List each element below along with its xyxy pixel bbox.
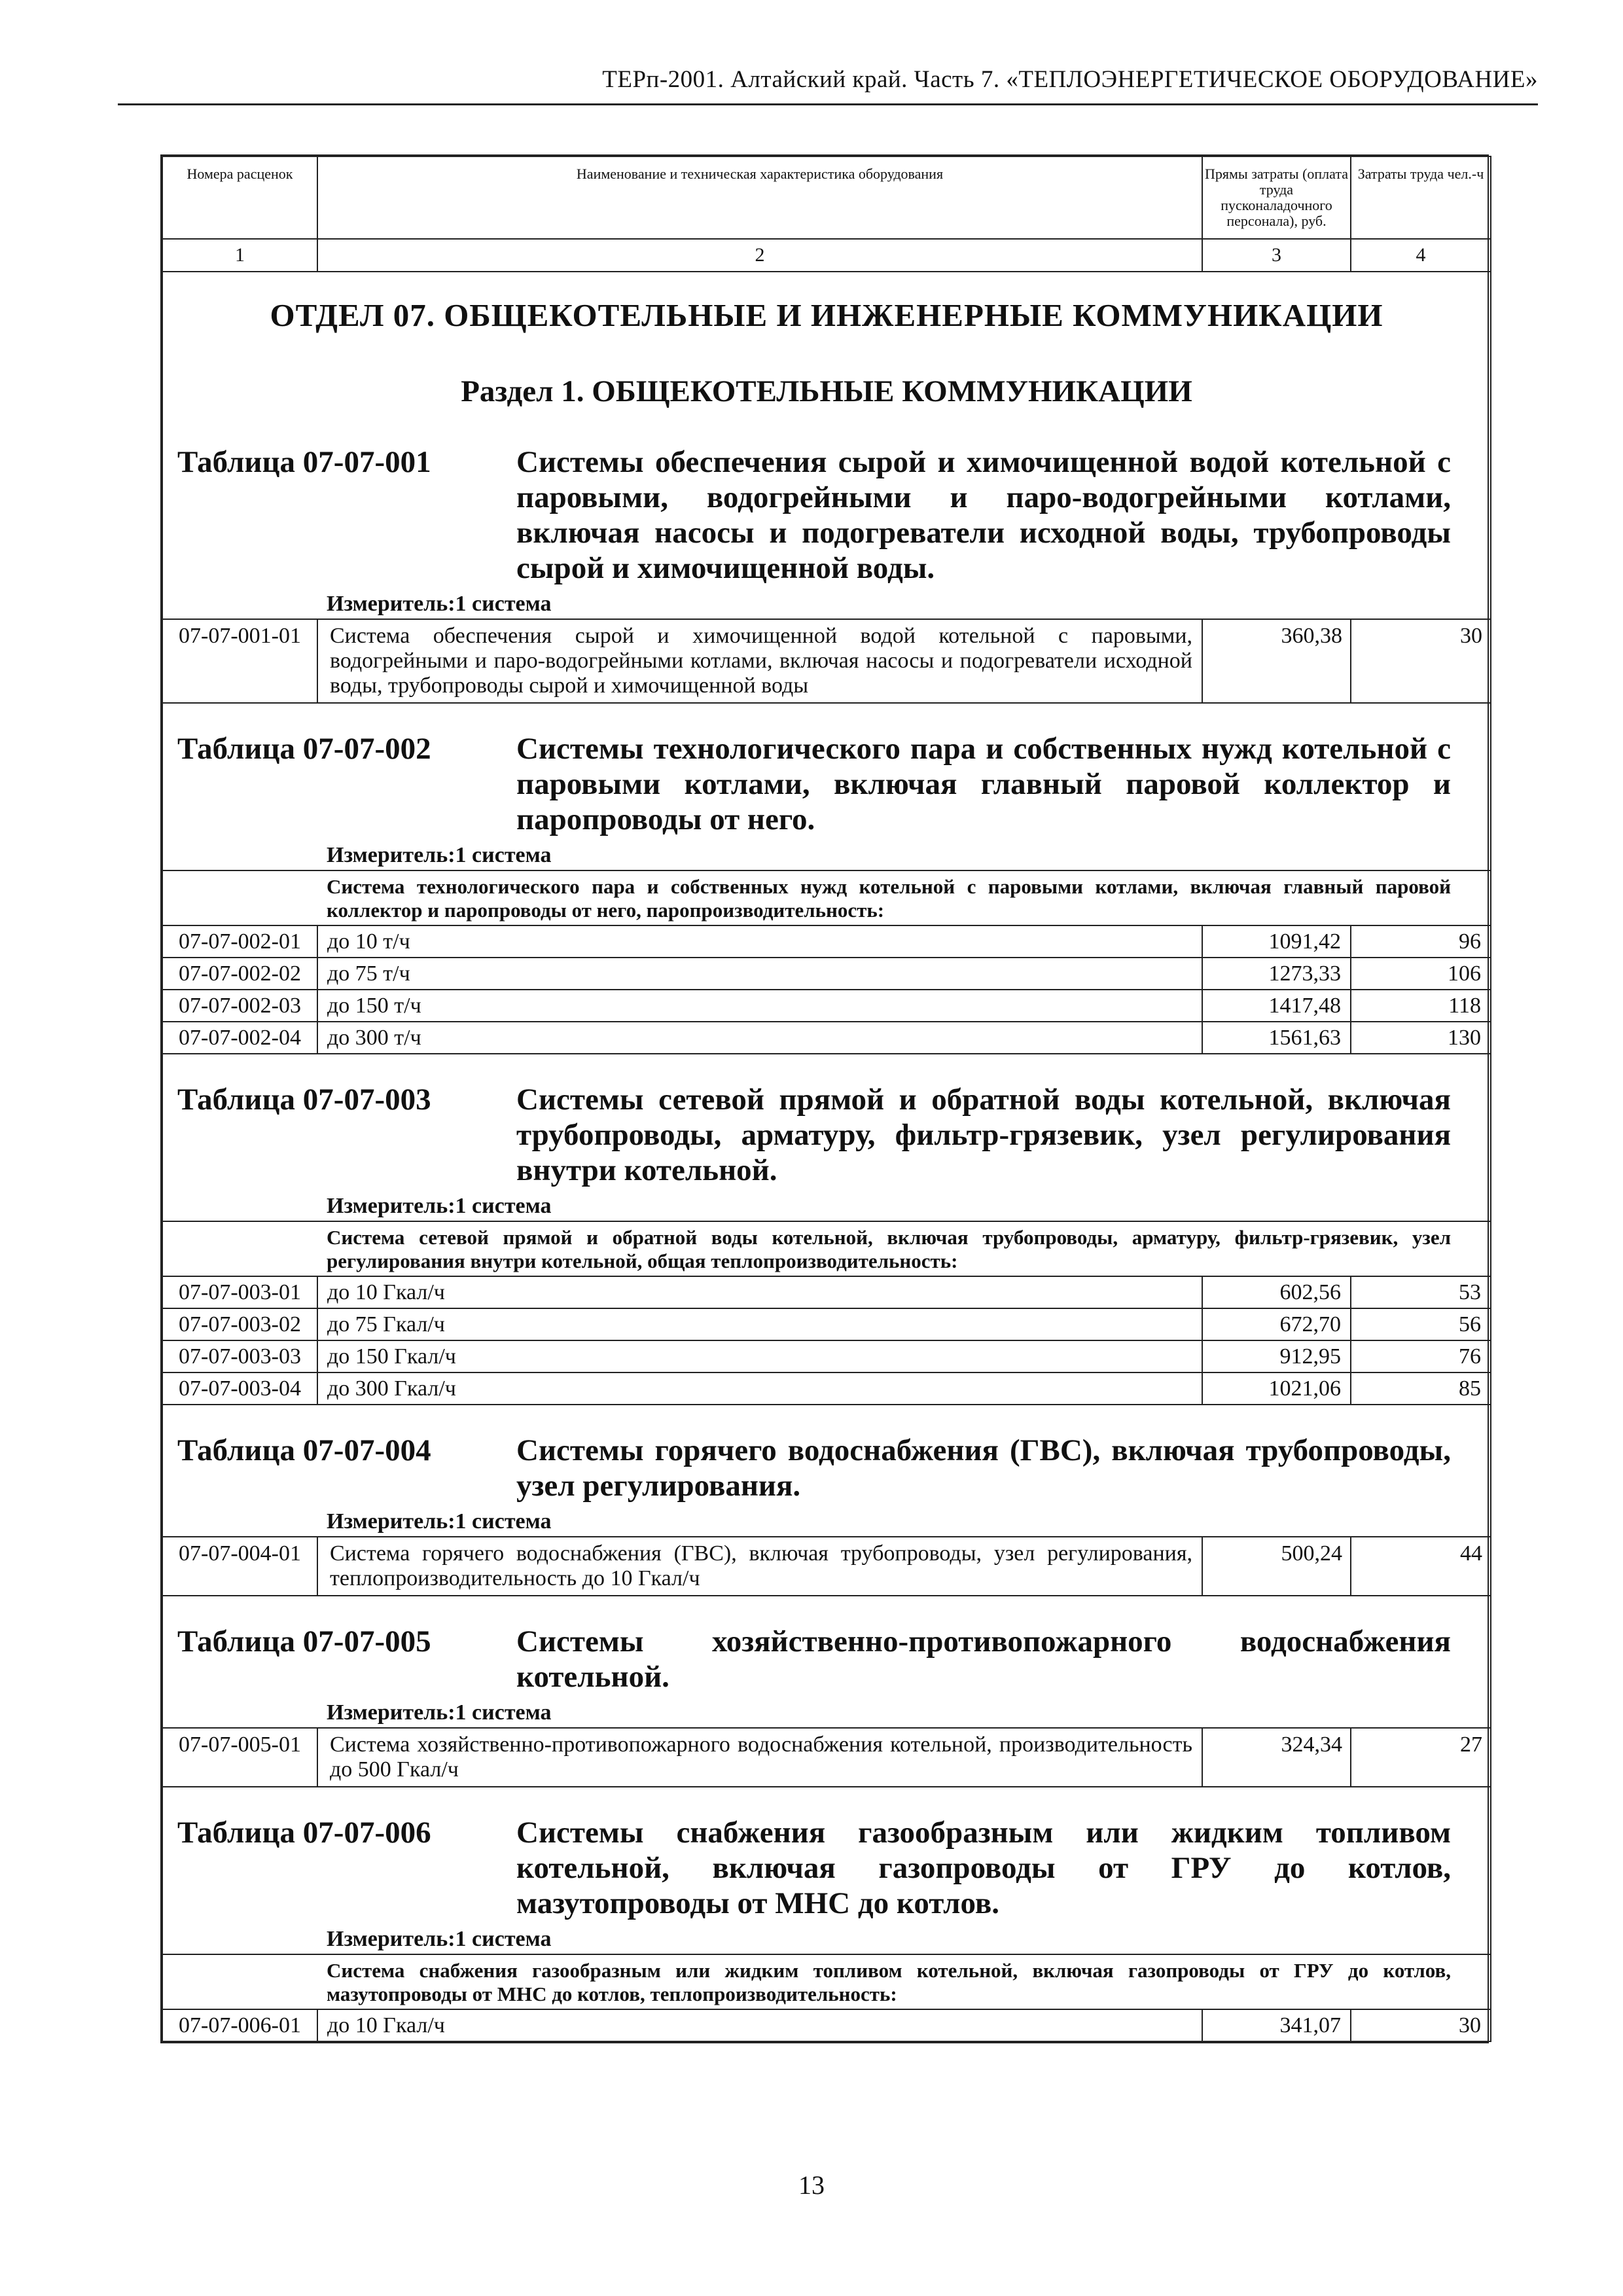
- rate-labor: 118: [1351, 990, 1491, 1022]
- col-number-2: 2: [317, 239, 1202, 272]
- rate-code: 07-07-003-02: [162, 1308, 317, 1340]
- rate-cost: 1091,42: [1202, 925, 1351, 958]
- rate-cost: 500,24: [1202, 1537, 1351, 1596]
- col-header-codes: Номера расценок: [162, 156, 317, 239]
- rate-labor: 30: [1351, 619, 1491, 703]
- rate-labor: 44: [1351, 1537, 1491, 1596]
- table-title: Системы технологического пара и собственных нужд котельной с паровыми котлами, включая главный паровой коллектор и паропроводы от него.: [516, 732, 1451, 836]
- table-row: [162, 1276, 1491, 1308]
- table-heading-row: [162, 1054, 1491, 1221]
- table-unit: Измеритель:1 система: [327, 592, 552, 616]
- col-number-3: 3: [1202, 239, 1351, 272]
- rate-cost: 672,70: [1202, 1308, 1351, 1340]
- rate-code: 07-07-002-02: [162, 958, 317, 990]
- table-row: [162, 1022, 1491, 1054]
- table-title: Системы обеспечения сырой и химочищенной водой котельной с паровыми, водогрейными и паро-водогрейными котлами, включая насосы и подогреватели исходной воды, трубопроводы сырой и химочищенной воды.: [516, 445, 1451, 585]
- department-row: [162, 272, 1491, 334]
- table-title: Системы горячего водоснабжения (ГВС), включая трубопроводы, узел регулирования.: [516, 1433, 1451, 1503]
- table-title: Системы сетевой прямой и обратной воды котельной, включая трубопроводы, арматуру, фильтр-грязевик, узел регулирования внутри котельной.: [516, 1083, 1451, 1187]
- table-row: [162, 619, 1491, 703]
- page-number: 13: [798, 2170, 825, 2200]
- table-row: [162, 2009, 1491, 2041]
- col-header-name: Наименование и техническая характеристика оборудования: [317, 156, 1202, 239]
- rate-name: до 10 Гкал/ч: [317, 2009, 1202, 2041]
- rate-name: до 150 Гкал/ч: [317, 1340, 1202, 1372]
- section-title: Раздел 1. ОБЩЕКОТЕЛЬНЫЕ КОММУНИКАЦИИ: [162, 334, 1491, 417]
- group-row: [162, 1221, 1491, 1276]
- rate-code: 07-07-003-01: [162, 1276, 317, 1308]
- rate-cost: 324,34: [1202, 1728, 1351, 1787]
- rate-cost: 1021,06: [1202, 1372, 1351, 1405]
- table-label: Таблица 07-07-002: [177, 732, 431, 766]
- section-row: [162, 334, 1491, 417]
- rate-labor: 27: [1351, 1728, 1491, 1787]
- table-heading: [162, 1054, 1491, 1221]
- table-heading-row: [162, 1787, 1491, 1954]
- table-unit: Измеритель:1 система: [327, 843, 552, 867]
- rate-labor: 85: [1351, 1372, 1491, 1405]
- table-heading-row: [162, 1596, 1491, 1728]
- rate-code: 07-07-006-01: [162, 2009, 317, 2041]
- table-label: Таблица 07-07-006: [177, 1816, 431, 1850]
- rate-name: до 150 т/ч: [317, 990, 1202, 1022]
- rate-cost: 1417,48: [1202, 990, 1351, 1022]
- table-label: Таблица 07-07-003: [177, 1083, 431, 1117]
- table-label: Таблица 07-07-005: [177, 1624, 431, 1659]
- table-heading: [162, 1405, 1491, 1537]
- table-heading: [162, 703, 1491, 870]
- price-table: [160, 154, 1489, 2043]
- rate-labor: 130: [1351, 1022, 1491, 1054]
- table-heading-row: [162, 1405, 1491, 1537]
- rate-labor: 76: [1351, 1340, 1491, 1372]
- rate-code: 07-07-003-03: [162, 1340, 317, 1372]
- rate-labor: 96: [1351, 925, 1491, 958]
- group-description: Система технологического пара и собственных нужд котельной с паровыми котлами, включая главный паровой коллектор и паропроводы от него, паропроизводительность:: [162, 870, 1491, 925]
- rate-cost: 341,07: [1202, 2009, 1351, 2041]
- rate-name: до 75 Гкал/ч: [317, 1308, 1202, 1340]
- group-row: [162, 870, 1491, 925]
- table-label: Таблица 07-07-001: [177, 445, 431, 479]
- col-header-labor: Затраты труда чел.-ч: [1351, 156, 1491, 239]
- table-heading: [162, 417, 1491, 619]
- table-row: [162, 1340, 1491, 1372]
- rate-name: до 10 Гкал/ч: [317, 1276, 1202, 1308]
- table-row: [162, 990, 1491, 1022]
- rate-code: 07-07-002-04: [162, 1022, 317, 1054]
- column-header-row: [162, 156, 1491, 239]
- rate-name: до 75 т/ч: [317, 958, 1202, 990]
- table-unit: Измеритель:1 система: [327, 1700, 552, 1725]
- rate-cost: 1561,63: [1202, 1022, 1351, 1054]
- rate-name: Система горячего водоснабжения (ГВС), включая трубопроводы, узел регулирования, теплопроизводительность до 10 Гкал/ч: [317, 1537, 1202, 1596]
- table-title: Системы снабжения газообразным или жидким топливом котельной, включая газопроводы от ГРУ до котлов, мазутопроводы от МНС до котлов.: [516, 1816, 1451, 1920]
- table-heading: [162, 1787, 1491, 1954]
- rate-labor: 30: [1351, 2009, 1491, 2041]
- group-description: Система снабжения газообразным или жидким топливом котельной, включая газопроводы от ГРУ до котлов, мазутопроводы от МНС до котлов, теплопроизводительность:: [162, 1954, 1491, 2009]
- rate-name: до 10 т/ч: [317, 925, 1202, 958]
- col-header-cost: Прямы затраты (оплата труда пусконаладочного персонала), руб.: [1202, 156, 1351, 239]
- rate-cost: 360,38: [1202, 619, 1351, 703]
- rate-name: Система обеспечения сырой и химочищенной водой котельной с паровыми, водогрейными и паро-водогрейными котлами, включая насосы и подогреватели исходной воды, трубопроводы сырой и химочищенной воды: [317, 619, 1202, 703]
- header-rule: [118, 103, 1538, 105]
- group-row: [162, 1954, 1491, 2009]
- rate-code: 07-07-004-01: [162, 1537, 317, 1596]
- rate-name: Система хозяйственно-противопожарного водоснабжения котельной, производительность до 500 Гкал/ч: [317, 1728, 1202, 1787]
- table-label: Таблица 07-07-004: [177, 1433, 431, 1467]
- group-description: Система сетевой прямой и обратной воды котельной, включая трубопроводы, арматуру, фильтр-грязевик, узел регулирования внутри котельной, общая теплопроизводительность:: [162, 1221, 1491, 1276]
- table-row: [162, 1372, 1491, 1405]
- rate-cost: 1273,33: [1202, 958, 1351, 990]
- table-row: [162, 1308, 1491, 1340]
- rate-code: 07-07-003-04: [162, 1372, 317, 1405]
- table-unit: Измеритель:1 система: [327, 1927, 552, 1951]
- col-number-1: 1: [162, 239, 317, 272]
- rate-name: до 300 Гкал/ч: [317, 1372, 1202, 1405]
- rate-labor: 53: [1351, 1276, 1491, 1308]
- column-number-row: [162, 239, 1491, 272]
- table-row: [162, 1537, 1491, 1596]
- rate-code: 07-07-002-01: [162, 925, 317, 958]
- rate-code: 07-07-002-03: [162, 990, 317, 1022]
- rate-labor: 106: [1351, 958, 1491, 990]
- col-number-4: 4: [1351, 239, 1491, 272]
- table-heading: [162, 1596, 1491, 1728]
- table-heading-row: [162, 417, 1491, 619]
- rate-code: 07-07-005-01: [162, 1728, 317, 1787]
- rate-code: 07-07-001-01: [162, 619, 317, 703]
- table-unit: Измеритель:1 система: [327, 1194, 552, 1218]
- table-title: Системы хозяйственно-противопожарного водоснабжения котельной.: [516, 1624, 1451, 1694]
- price-grid: [162, 156, 1491, 2042]
- table-row: [162, 958, 1491, 990]
- rate-labor: 56: [1351, 1308, 1491, 1340]
- table-heading-row: [162, 703, 1491, 870]
- table-row: [162, 925, 1491, 958]
- rate-name: до 300 т/ч: [317, 1022, 1202, 1054]
- rate-cost: 912,95: [1202, 1340, 1351, 1372]
- rate-cost: 602,56: [1202, 1276, 1351, 1308]
- department-title: ОТДЕЛ 07. ОБЩЕКОТЕЛЬНЫЕ И ИНЖЕНЕРНЫЕ КОММУНИКАЦИИ: [162, 272, 1491, 334]
- running-head: ТЕРп-2001. Алтайский край. Часть 7. «ТЕПЛОЭНЕРГЕТИЧЕСКОЕ ОБОРУДОВАНИЕ»: [602, 66, 1538, 93]
- table-unit: Измеритель:1 система: [327, 1509, 552, 1534]
- table-row: [162, 1728, 1491, 1787]
